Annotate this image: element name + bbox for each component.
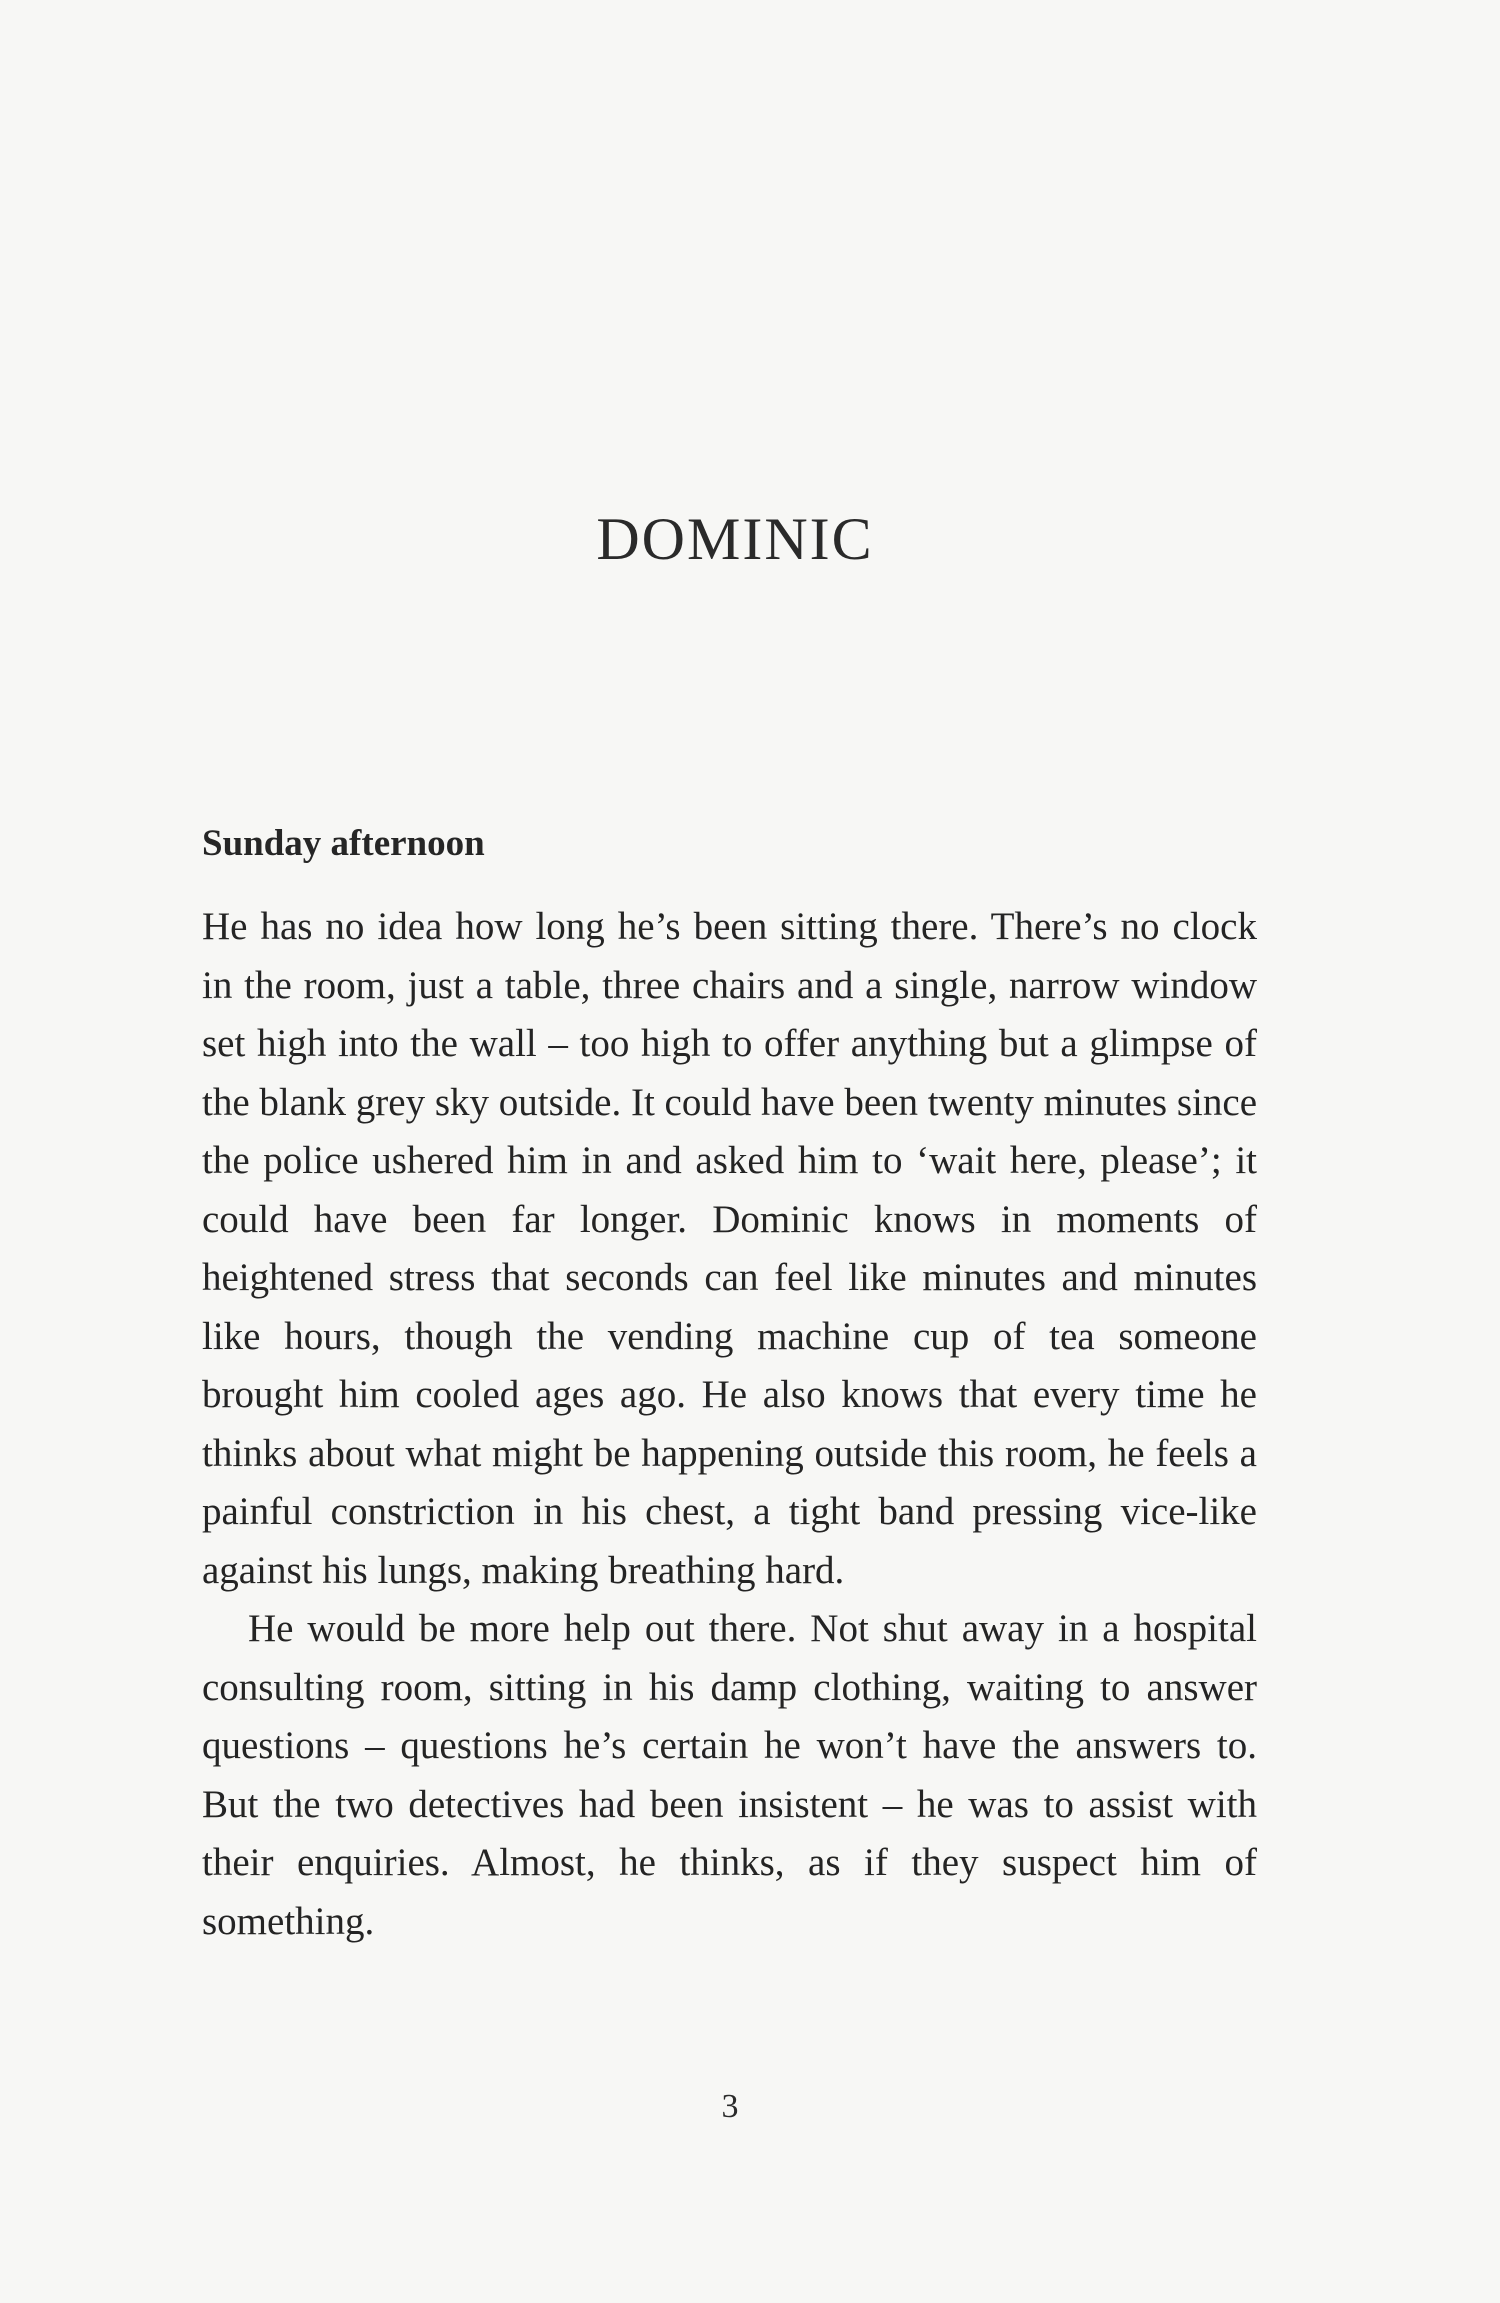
chapter-title: DOMINIC xyxy=(596,506,874,572)
page-number: 3 xyxy=(721,2088,739,2125)
section-heading: Sunday afternoon xyxy=(202,823,485,864)
paragraph-1: He has no idea how long he’s been sitting there. There’s no clock in the room, just a table, three chairs and a single, narrow window set high into the wall – too high to offer anything but a glimpse of the blank grey sky outside. It could have been twenty minutes since the police ushered him in and asked him to ‘wait here, please’; it could have been far longer. Dominic knows in moments of heightened stress that seconds can feel like minutes and minutes like hours, though the vending machine cup of tea someone brought him cooled ages ago. He also knows that every time he thinks about what might be happening outside this room, he feels a painful constriction in his chest, a tight band pressing vice-like against his lungs, making breathing hard. xyxy=(202,905,1257,1592)
body-text xyxy=(202,898,1257,1951)
paragraph-2: He would be more help out there. Not shut away in a hospital consulting room, sitting in his damp clothing, waiting to answer questions – questions he’s certain he won’t have the answers to. But the two detectives had been insistent – he was to assist with their enquiries. Almost, he thinks, as if they suspect him of something. xyxy=(202,1607,1257,1943)
